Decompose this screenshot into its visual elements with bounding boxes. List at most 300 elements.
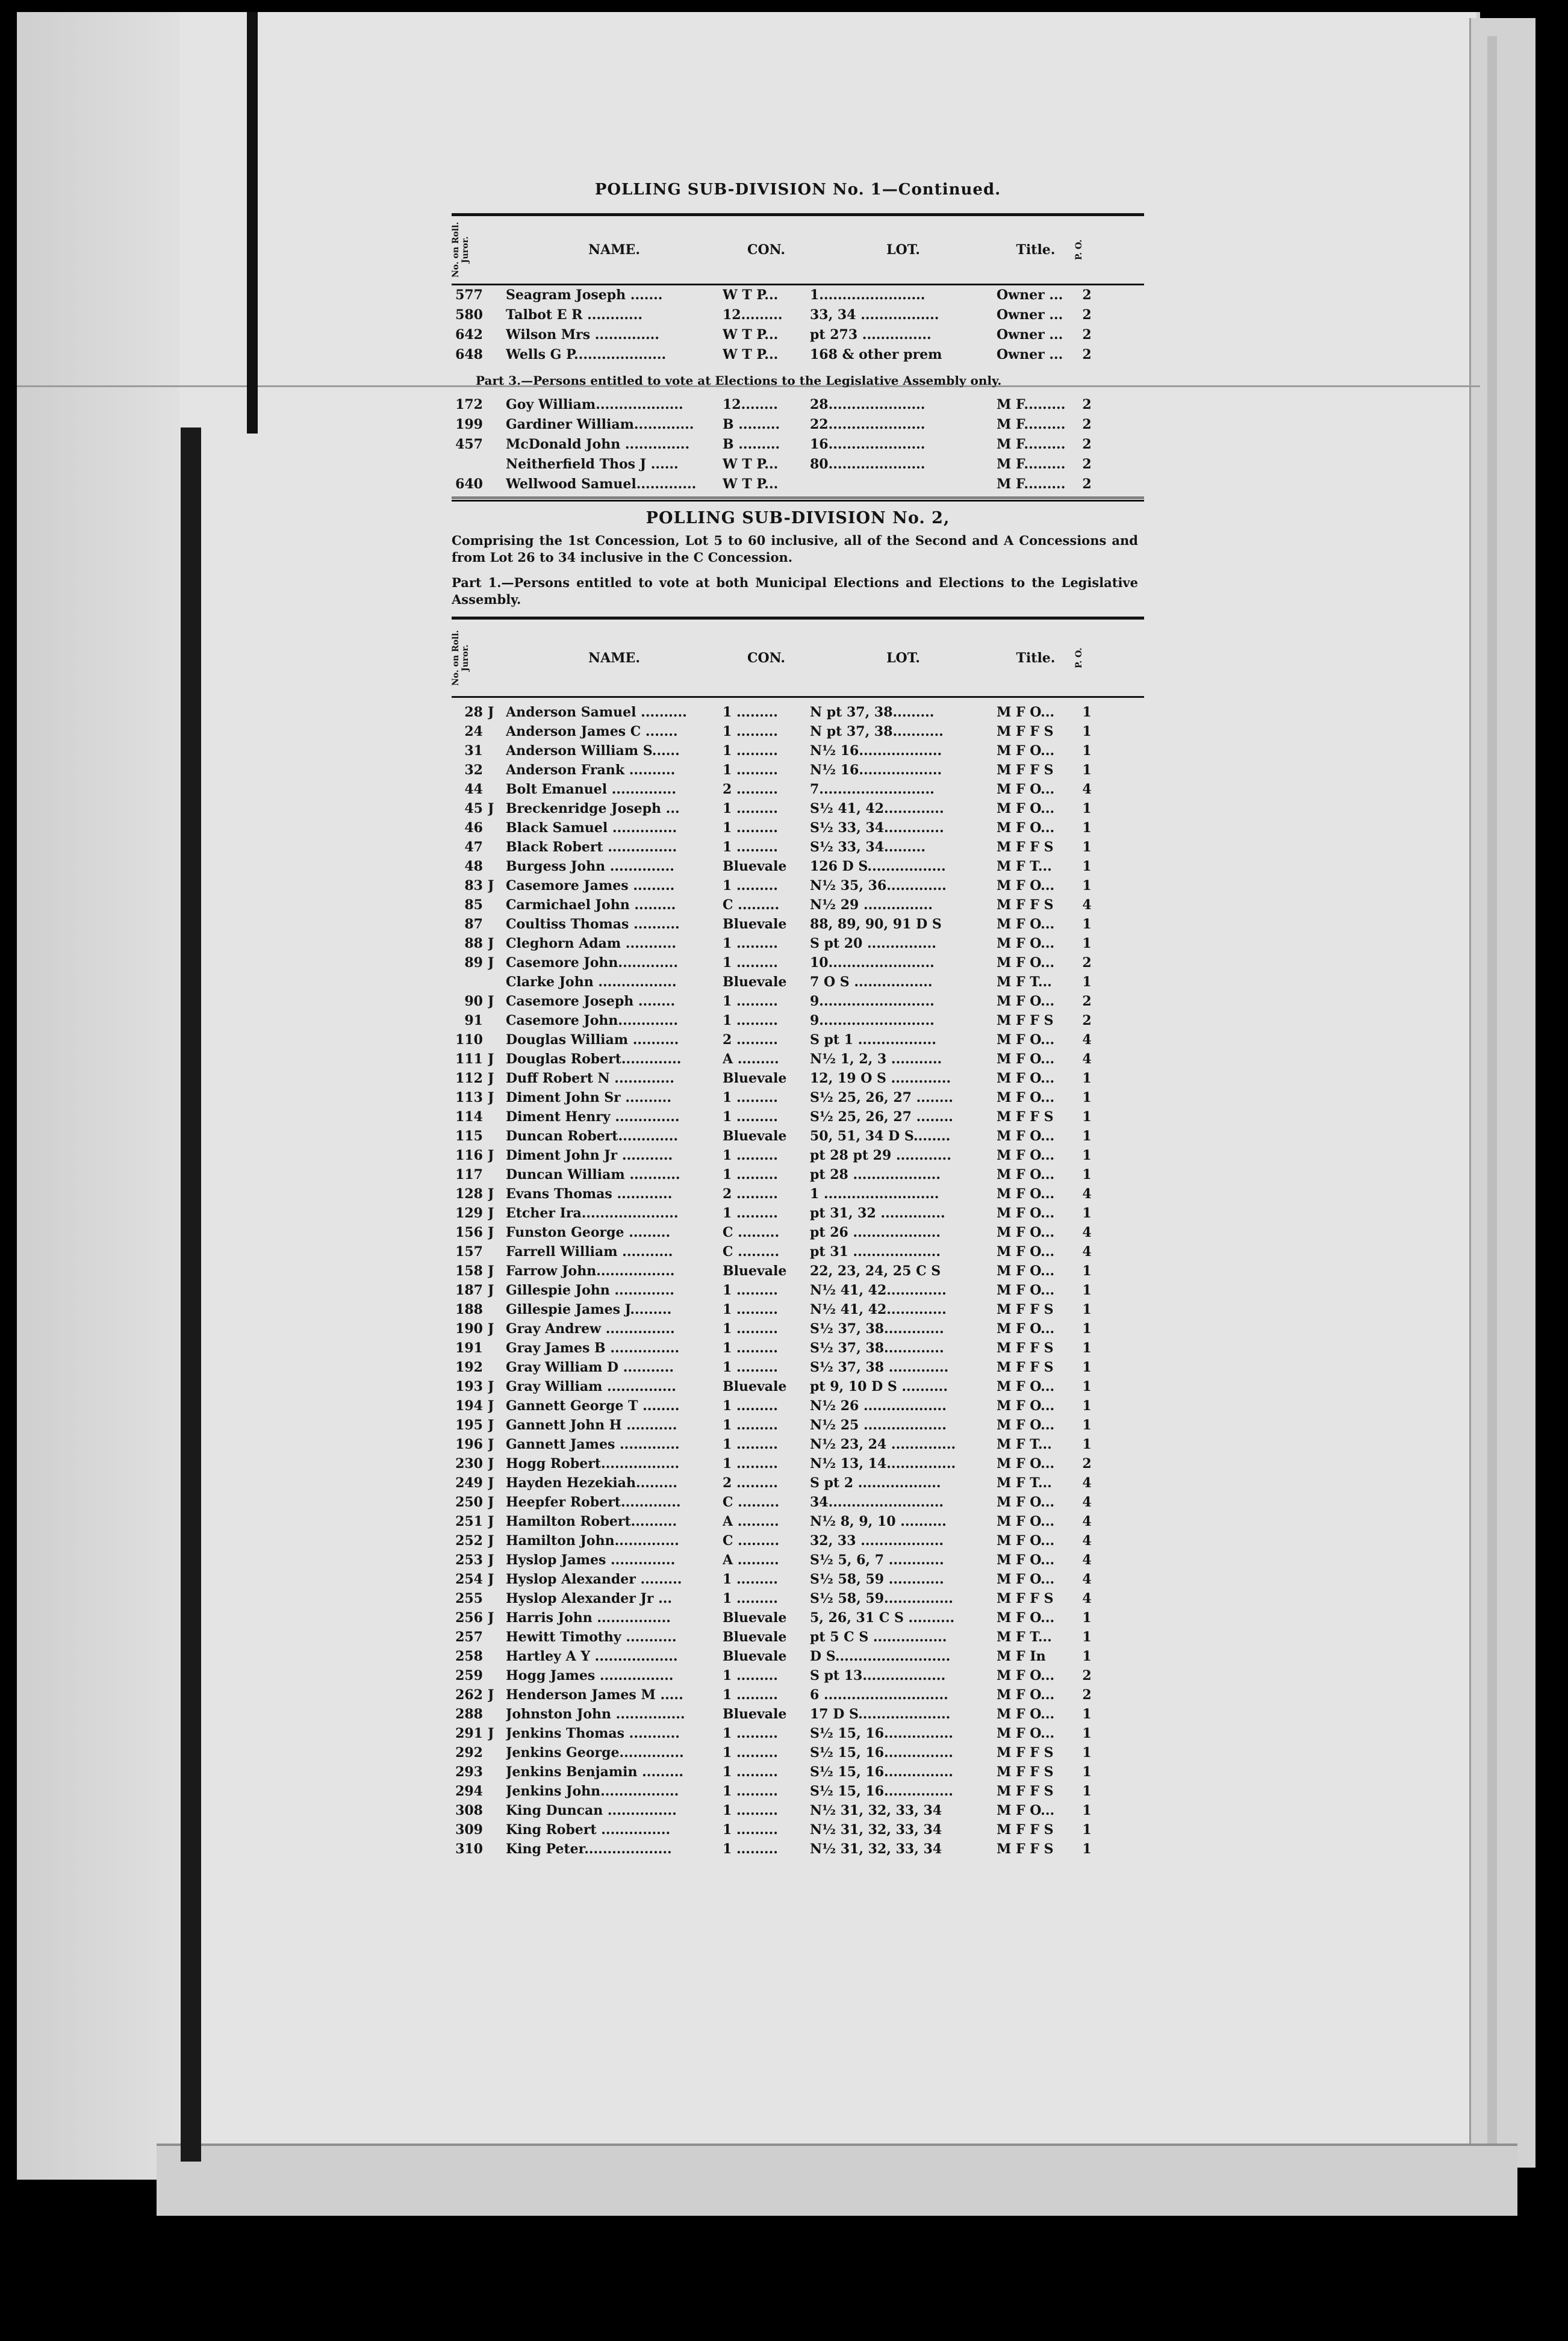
title-code: M F O...	[997, 1803, 1055, 1818]
table-row	[452, 455, 1144, 474]
concession: 1 .........	[723, 1205, 778, 1221]
concession: 2 .........	[723, 782, 778, 797]
voter-name: Wilson Mrs ..............	[506, 327, 659, 343]
table-row	[452, 1666, 1144, 1685]
concession: Bluevale	[723, 859, 787, 874]
juror-mark	[488, 1300, 506, 1319]
juror-mark	[488, 1705, 506, 1724]
roll-number: 255	[455, 1591, 483, 1606]
roll-number: 648	[455, 347, 483, 362]
table-row	[452, 876, 1144, 895]
lot-number: pt 26 ...................	[810, 1225, 941, 1240]
concession: 1 .........	[723, 1360, 778, 1375]
voter-name: Gillespie James J.........	[506, 1302, 672, 1317]
title-code: M F F S	[997, 1360, 1054, 1375]
roll-number: 87	[464, 916, 483, 932]
lot-number: S½ 25, 26, 27 ........	[810, 1090, 953, 1105]
roll-number: 85	[464, 897, 483, 913]
voter-name: Heepfer Robert.............	[506, 1494, 681, 1510]
lot-number: N½ 35, 36.............	[810, 878, 947, 894]
table-row	[452, 972, 1144, 992]
voter-name: Gray William ...............	[506, 1379, 676, 1394]
table-row	[452, 415, 1144, 435]
lot-number: 6 ...........................	[810, 1687, 948, 1703]
title-code: M F O...	[997, 1398, 1055, 1414]
juror-mark: J	[488, 878, 494, 894]
concession: 1 .........	[723, 820, 778, 836]
juror-mark	[488, 1030, 506, 1049]
title-code: M F O...	[997, 1494, 1055, 1510]
table-header	[452, 617, 1144, 698]
post-office: 1	[1082, 1822, 1092, 1838]
voter-name: Diment John Jr ...........	[506, 1148, 673, 1163]
concession: W T P...	[723, 327, 779, 343]
roll-number: 230	[455, 1456, 483, 1472]
juror-mark	[488, 1338, 506, 1358]
roll-number: 577	[455, 287, 483, 303]
lot-number: N½ 41, 42.............	[810, 1282, 947, 1298]
concession: Bluevale	[723, 1629, 787, 1645]
voter-name: Diment Henry ..............	[506, 1109, 680, 1125]
table-row	[452, 395, 1144, 415]
post-office: 2	[1082, 327, 1092, 343]
roll-number: 196	[455, 1437, 483, 1452]
concession: 1 .........	[723, 1302, 778, 1317]
roll-number: 640	[455, 476, 483, 492]
juror-mark	[488, 1165, 506, 1184]
juror-mark: J	[488, 1533, 494, 1549]
juror-mark: J	[488, 1071, 494, 1086]
roll-number: 251	[455, 1514, 483, 1529]
roll-number: 157	[455, 1244, 483, 1260]
concession: Bluevale	[723, 1379, 787, 1394]
roll-number: 292	[455, 1745, 483, 1761]
roll-number: 128	[455, 1186, 483, 1202]
concession: 1 .........	[723, 1456, 778, 1472]
title-code: M F O...	[997, 1225, 1055, 1240]
juror-mark	[488, 760, 506, 780]
concession: 1 .........	[723, 1783, 778, 1799]
lot-number: 9.........................	[810, 1013, 935, 1028]
post-office: 4	[1082, 1591, 1092, 1606]
voter-name: Douglas Robert.............	[506, 1051, 682, 1067]
title-code: Owner ...	[997, 347, 1063, 362]
header-roll: No. on Roll.	[451, 222, 461, 278]
post-office: 1	[1082, 1726, 1092, 1741]
roll-number: 256	[455, 1610, 483, 1626]
post-office: 4	[1082, 1225, 1092, 1240]
title-code: M F O...	[997, 1726, 1055, 1741]
title-code: Owner ...	[997, 307, 1063, 323]
post-office: 1	[1082, 974, 1092, 990]
title-code: M F F S	[997, 897, 1054, 913]
concession: C .........	[723, 897, 780, 913]
post-office: 2	[1082, 1687, 1092, 1703]
header-po: P. O.	[1074, 647, 1084, 668]
voter-name: Casemore Joseph ........	[506, 993, 676, 1009]
voter-name: Etcher Ira.....................	[506, 1205, 679, 1221]
lot-number: N½ 16..................	[810, 743, 942, 759]
roll-number: 253	[455, 1552, 483, 1568]
post-office: 2	[1082, 417, 1092, 432]
voter-name: Henderson James M .....	[506, 1687, 683, 1703]
post-office: 2	[1082, 993, 1092, 1009]
juror-mark: J	[488, 1552, 494, 1568]
post-office: 2	[1082, 307, 1092, 323]
header-title: Title.	[1016, 650, 1056, 666]
juror-mark	[488, 1107, 506, 1127]
binding-edge	[181, 427, 201, 2162]
post-office: 1	[1082, 916, 1092, 932]
title-code: M F T...	[997, 1629, 1052, 1645]
voter-name: Douglas William ..........	[506, 1032, 679, 1048]
roll-number: 250	[455, 1494, 483, 1510]
title-code: Owner ...	[997, 287, 1063, 303]
voter-name: Bolt Emanuel ..............	[506, 782, 676, 797]
lot-number	[810, 474, 997, 494]
header-juror: Juror.	[461, 644, 470, 671]
table-row	[452, 1743, 1144, 1762]
juror-mark	[488, 1666, 506, 1685]
table-row	[452, 1358, 1144, 1377]
juror-mark	[488, 1628, 506, 1647]
voter-name: Gannett George T ........	[506, 1398, 680, 1414]
header-roll-juror	[452, 628, 506, 688]
roll-number: 294	[455, 1783, 483, 1799]
voter-name: Hartley A Y ..................	[506, 1649, 678, 1664]
lot-number: N pt 37, 38.........	[810, 704, 935, 720]
table-row	[452, 1801, 1144, 1820]
concession: W T P...	[723, 287, 779, 303]
post-office: 2	[1082, 347, 1092, 362]
table-row	[452, 1839, 1144, 1859]
title-code: M F O...	[997, 1321, 1055, 1337]
voter-name: King Duncan ...............	[506, 1803, 677, 1818]
concession: A .........	[723, 1514, 779, 1529]
post-office: 1	[1082, 1302, 1092, 1317]
table-row	[452, 1724, 1144, 1743]
roll-number: 308	[455, 1803, 483, 1818]
post-office: 1	[1082, 1437, 1092, 1452]
section-description: Comprising the 1st Concession, Lot 5 to 60 inclusive, all of the Second and A Concessions and from Lot 26 to 34 inclusive in the C Concession.	[452, 533, 1138, 565]
roll-number: 46	[464, 820, 483, 836]
roll-number: 114	[455, 1109, 483, 1125]
header-name: NAME.	[588, 650, 640, 666]
voter-name: Gardiner William.............	[506, 417, 694, 432]
voter-name: Hogg Robert.................	[506, 1456, 680, 1472]
lot-number: pt 28 ...................	[810, 1167, 941, 1183]
voter-name: Farrell William ...........	[506, 1244, 673, 1260]
lot-number: 80.....................	[810, 456, 926, 472]
post-office: 1	[1082, 859, 1092, 874]
lot-number: S½ 58, 59 ............	[810, 1572, 944, 1587]
roll-number: 111	[455, 1051, 483, 1067]
title-code: M F O...	[997, 1167, 1055, 1183]
juror-mark	[488, 1820, 506, 1839]
post-office: 1	[1082, 1071, 1092, 1086]
lot-number: S½ 5, 6, 7 ............	[810, 1552, 944, 1568]
voter-name: Diment John Sr ..........	[506, 1090, 671, 1105]
table-row	[452, 1377, 1144, 1396]
title-code: M F T...	[997, 1475, 1052, 1491]
title-code: M F.........	[997, 397, 1066, 412]
juror-mark: J	[488, 1417, 494, 1433]
table-row	[452, 1416, 1144, 1435]
juror-mark	[488, 780, 506, 799]
juror-mark: J	[488, 1572, 494, 1587]
table-row	[452, 305, 1144, 325]
post-office: 1	[1082, 724, 1092, 739]
post-office: 1	[1082, 1841, 1092, 1857]
post-office: 1	[1082, 1148, 1092, 1163]
title-code: M F F S	[997, 1109, 1054, 1125]
concession: Bluevale	[723, 1706, 787, 1722]
concession: 1 .........	[723, 1822, 778, 1838]
juror-mark	[488, 325, 506, 345]
title-code: M F T...	[997, 859, 1052, 874]
roll-number: 45	[464, 801, 483, 816]
table-row	[452, 1049, 1144, 1069]
juror-mark	[488, 1011, 506, 1030]
concession: 1 .........	[723, 1591, 778, 1606]
juror-mark	[488, 455, 506, 474]
table-row	[452, 1069, 1144, 1088]
concession: 12.........	[723, 307, 783, 323]
table-row	[452, 325, 1144, 345]
concession: 1 .........	[723, 878, 778, 894]
post-office: 1	[1082, 1340, 1092, 1356]
post-office: 1	[1082, 801, 1092, 816]
juror-mark: J	[488, 1090, 494, 1105]
roll-number: 44	[464, 782, 483, 797]
lot-number: N½ 41, 42.............	[810, 1302, 947, 1317]
title-code: M F F S	[997, 1745, 1054, 1761]
concession: 2 .........	[723, 1475, 778, 1491]
lot-number: N pt 37, 38...........	[810, 724, 944, 739]
post-office: 2	[1082, 456, 1092, 472]
voter-name: Gray Andrew ...............	[506, 1321, 675, 1337]
roll-number: 115	[455, 1128, 483, 1144]
post-office: 1	[1082, 1090, 1092, 1105]
table-row	[452, 1647, 1144, 1666]
paper-left-fold	[17, 12, 179, 2180]
table-row	[452, 435, 1144, 455]
post-office: 2	[1082, 437, 1092, 452]
lot-number: 7 O S .................	[810, 974, 933, 990]
concession: 1 .........	[723, 743, 778, 759]
lot-number: 22.....................	[810, 417, 926, 432]
concession: W T P...	[723, 456, 779, 472]
table-row	[452, 838, 1144, 857]
roll-number: 31	[464, 743, 483, 759]
lot-number: S½ 15, 16...............	[810, 1783, 953, 1799]
lot-number: pt 31, 32 ..............	[810, 1205, 945, 1221]
lot-number: N½ 31, 32, 33, 34	[810, 1803, 942, 1818]
title-code: M F O...	[997, 743, 1055, 759]
juror-mark: J	[488, 1379, 494, 1394]
table-row	[452, 1435, 1144, 1454]
table-row	[452, 915, 1144, 934]
lot-number: S½ 15, 16...............	[810, 1726, 953, 1741]
voter-name: Duncan William ...........	[506, 1167, 680, 1183]
post-office: 4	[1082, 1514, 1092, 1529]
roll-number: 194	[455, 1398, 483, 1414]
roll-number	[452, 455, 488, 474]
juror-mark: J	[488, 1610, 494, 1626]
concession: 1 .........	[723, 1398, 778, 1414]
juror-mark	[488, 1647, 506, 1666]
post-office: 2	[1082, 476, 1092, 492]
concession: 1 .........	[723, 724, 778, 739]
post-office: 1	[1082, 1109, 1092, 1125]
table-row	[452, 934, 1144, 953]
lot-number: N½ 26 ..................	[810, 1398, 947, 1414]
table-row	[452, 1165, 1144, 1184]
title-code: M F F S	[997, 1822, 1054, 1838]
table-row	[452, 1088, 1144, 1107]
post-office: 1	[1082, 1167, 1092, 1183]
roll-number: 116	[455, 1148, 483, 1163]
lot-number: S pt 2 ..................	[810, 1475, 941, 1491]
concession: 1 .........	[723, 1417, 778, 1433]
concession: Bluevale	[723, 1128, 787, 1144]
title-code: M F O...	[997, 1244, 1055, 1260]
juror-mark: J	[488, 1263, 494, 1279]
lot-number: N½ 13, 14...............	[810, 1456, 956, 1472]
post-office: 1	[1082, 1706, 1092, 1722]
lot-number: 33, 34 .................	[810, 307, 939, 323]
juror-mark	[488, 1589, 506, 1608]
concession: W T P...	[723, 476, 779, 492]
concession: Bluevale	[723, 1610, 787, 1626]
title-code: M F O...	[997, 1051, 1055, 1067]
roll-number: 457	[455, 437, 483, 452]
post-office: 2	[1082, 1456, 1092, 1472]
title-code: M F O...	[997, 1706, 1055, 1722]
header-con: CON.	[747, 242, 786, 258]
post-office: 1	[1082, 1649, 1092, 1664]
juror-mark	[488, 435, 506, 455]
juror-mark: J	[488, 1456, 494, 1472]
table-row	[452, 1512, 1144, 1531]
roll-number: 259	[455, 1668, 483, 1683]
juror-mark	[488, 474, 506, 494]
voter-name: Gray William D ...........	[506, 1360, 674, 1375]
table-row	[452, 1396, 1144, 1416]
lot-number: pt 28 pt 29 ............	[810, 1148, 951, 1163]
roll-number: 47	[464, 839, 483, 855]
title-code: M F O...	[997, 820, 1055, 836]
roll-number: 88	[464, 936, 483, 951]
table-row	[452, 722, 1144, 741]
roll-number: 158	[455, 1263, 483, 1279]
lot-number: N½ 31, 32, 33, 34	[810, 1822, 942, 1838]
roll-number: 190	[455, 1321, 483, 1337]
post-office: 4	[1082, 1494, 1092, 1510]
post-office: 1	[1082, 878, 1092, 894]
roll-number: 110	[455, 1032, 483, 1048]
post-office: 1	[1082, 704, 1092, 720]
lot-number: N½ 8, 9, 10 ..........	[810, 1514, 947, 1529]
roll-number: 117	[455, 1167, 483, 1183]
roll-number: 258	[455, 1649, 483, 1664]
juror-mark	[488, 1127, 506, 1146]
lot-number: pt 9, 10 D S ..........	[810, 1379, 948, 1394]
lot-number: S½ 25, 26, 27 ........	[810, 1109, 953, 1125]
roll-number: 193	[455, 1379, 483, 1394]
concession: C .........	[723, 1533, 780, 1549]
lot-number: S½ 41, 42.............	[810, 801, 944, 816]
lot-number: 9.........................	[810, 993, 935, 1009]
lot-number: S pt 1 .................	[810, 1032, 936, 1048]
concession: 1 .........	[723, 936, 778, 951]
concession: Bluevale	[723, 916, 787, 932]
title-code: M F F S	[997, 1302, 1054, 1317]
voter-name: Johnston John ...............	[506, 1706, 685, 1722]
table-row	[452, 703, 1144, 722]
title-code: M F O...	[997, 782, 1055, 797]
lot-number: 88, 89, 90, 91 D S	[810, 916, 942, 932]
table-row	[452, 1300, 1144, 1319]
table-row	[452, 1146, 1144, 1165]
post-office: 1	[1082, 1360, 1092, 1375]
concession: Bluevale	[723, 1649, 787, 1664]
voter-name: Hyslop Alexander Jr ...	[506, 1591, 673, 1606]
juror-mark	[488, 1242, 506, 1261]
post-office: 1	[1082, 1263, 1092, 1279]
post-office: 4	[1082, 897, 1092, 913]
title-code: Owner ...	[997, 327, 1063, 343]
title-code: M F O...	[997, 1514, 1055, 1529]
roll-number: 249	[455, 1475, 483, 1491]
post-office: 1	[1082, 1205, 1092, 1221]
roll-number: 293	[455, 1764, 483, 1780]
part3-rows	[452, 395, 1144, 494]
header-title: Title.	[1016, 242, 1056, 258]
voter-name: Anderson James C .......	[506, 724, 678, 739]
paper-right-edge-shadow	[1487, 36, 1497, 2156]
header-name: NAME.	[588, 242, 640, 258]
voter-name: Funston George .........	[506, 1225, 671, 1240]
post-office: 2	[1082, 1668, 1092, 1683]
voter-name: Carmichael John .........	[506, 897, 676, 913]
section-heading: POLLING SUB-DIVISION No. 1—Continued.	[594, 181, 1001, 199]
post-office: 1	[1082, 1321, 1092, 1337]
voter-name: Harris John ................	[506, 1610, 671, 1626]
concession: 1 .........	[723, 1745, 778, 1761]
post-office: 2	[1082, 397, 1092, 412]
lot-number: 7.........................	[810, 782, 935, 797]
lot-number: N½ 16..................	[810, 762, 942, 778]
title-code: M F O...	[997, 801, 1055, 816]
title-code: M F O...	[997, 1148, 1055, 1163]
lot-number: N½ 31, 32, 33, 34	[810, 1841, 942, 1857]
lot-number: 12, 19 O S .............	[810, 1071, 951, 1086]
concession: 1 .........	[723, 993, 778, 1009]
lot-number: 50, 51, 34 D S........	[810, 1128, 951, 1144]
roll-number: 32	[464, 762, 483, 778]
juror-mark: J	[488, 1726, 494, 1741]
roll-number: 262	[455, 1687, 483, 1703]
post-office: 4	[1082, 1533, 1092, 1549]
title-code: M F O...	[997, 704, 1055, 720]
title-code: M F O...	[997, 1668, 1055, 1683]
post-office: 4	[1082, 1186, 1092, 1202]
lot-number: N½ 1, 2, 3 ...........	[810, 1051, 942, 1067]
concession: C .........	[723, 1225, 780, 1240]
table-row	[452, 818, 1144, 838]
post-office: 1	[1082, 743, 1092, 759]
